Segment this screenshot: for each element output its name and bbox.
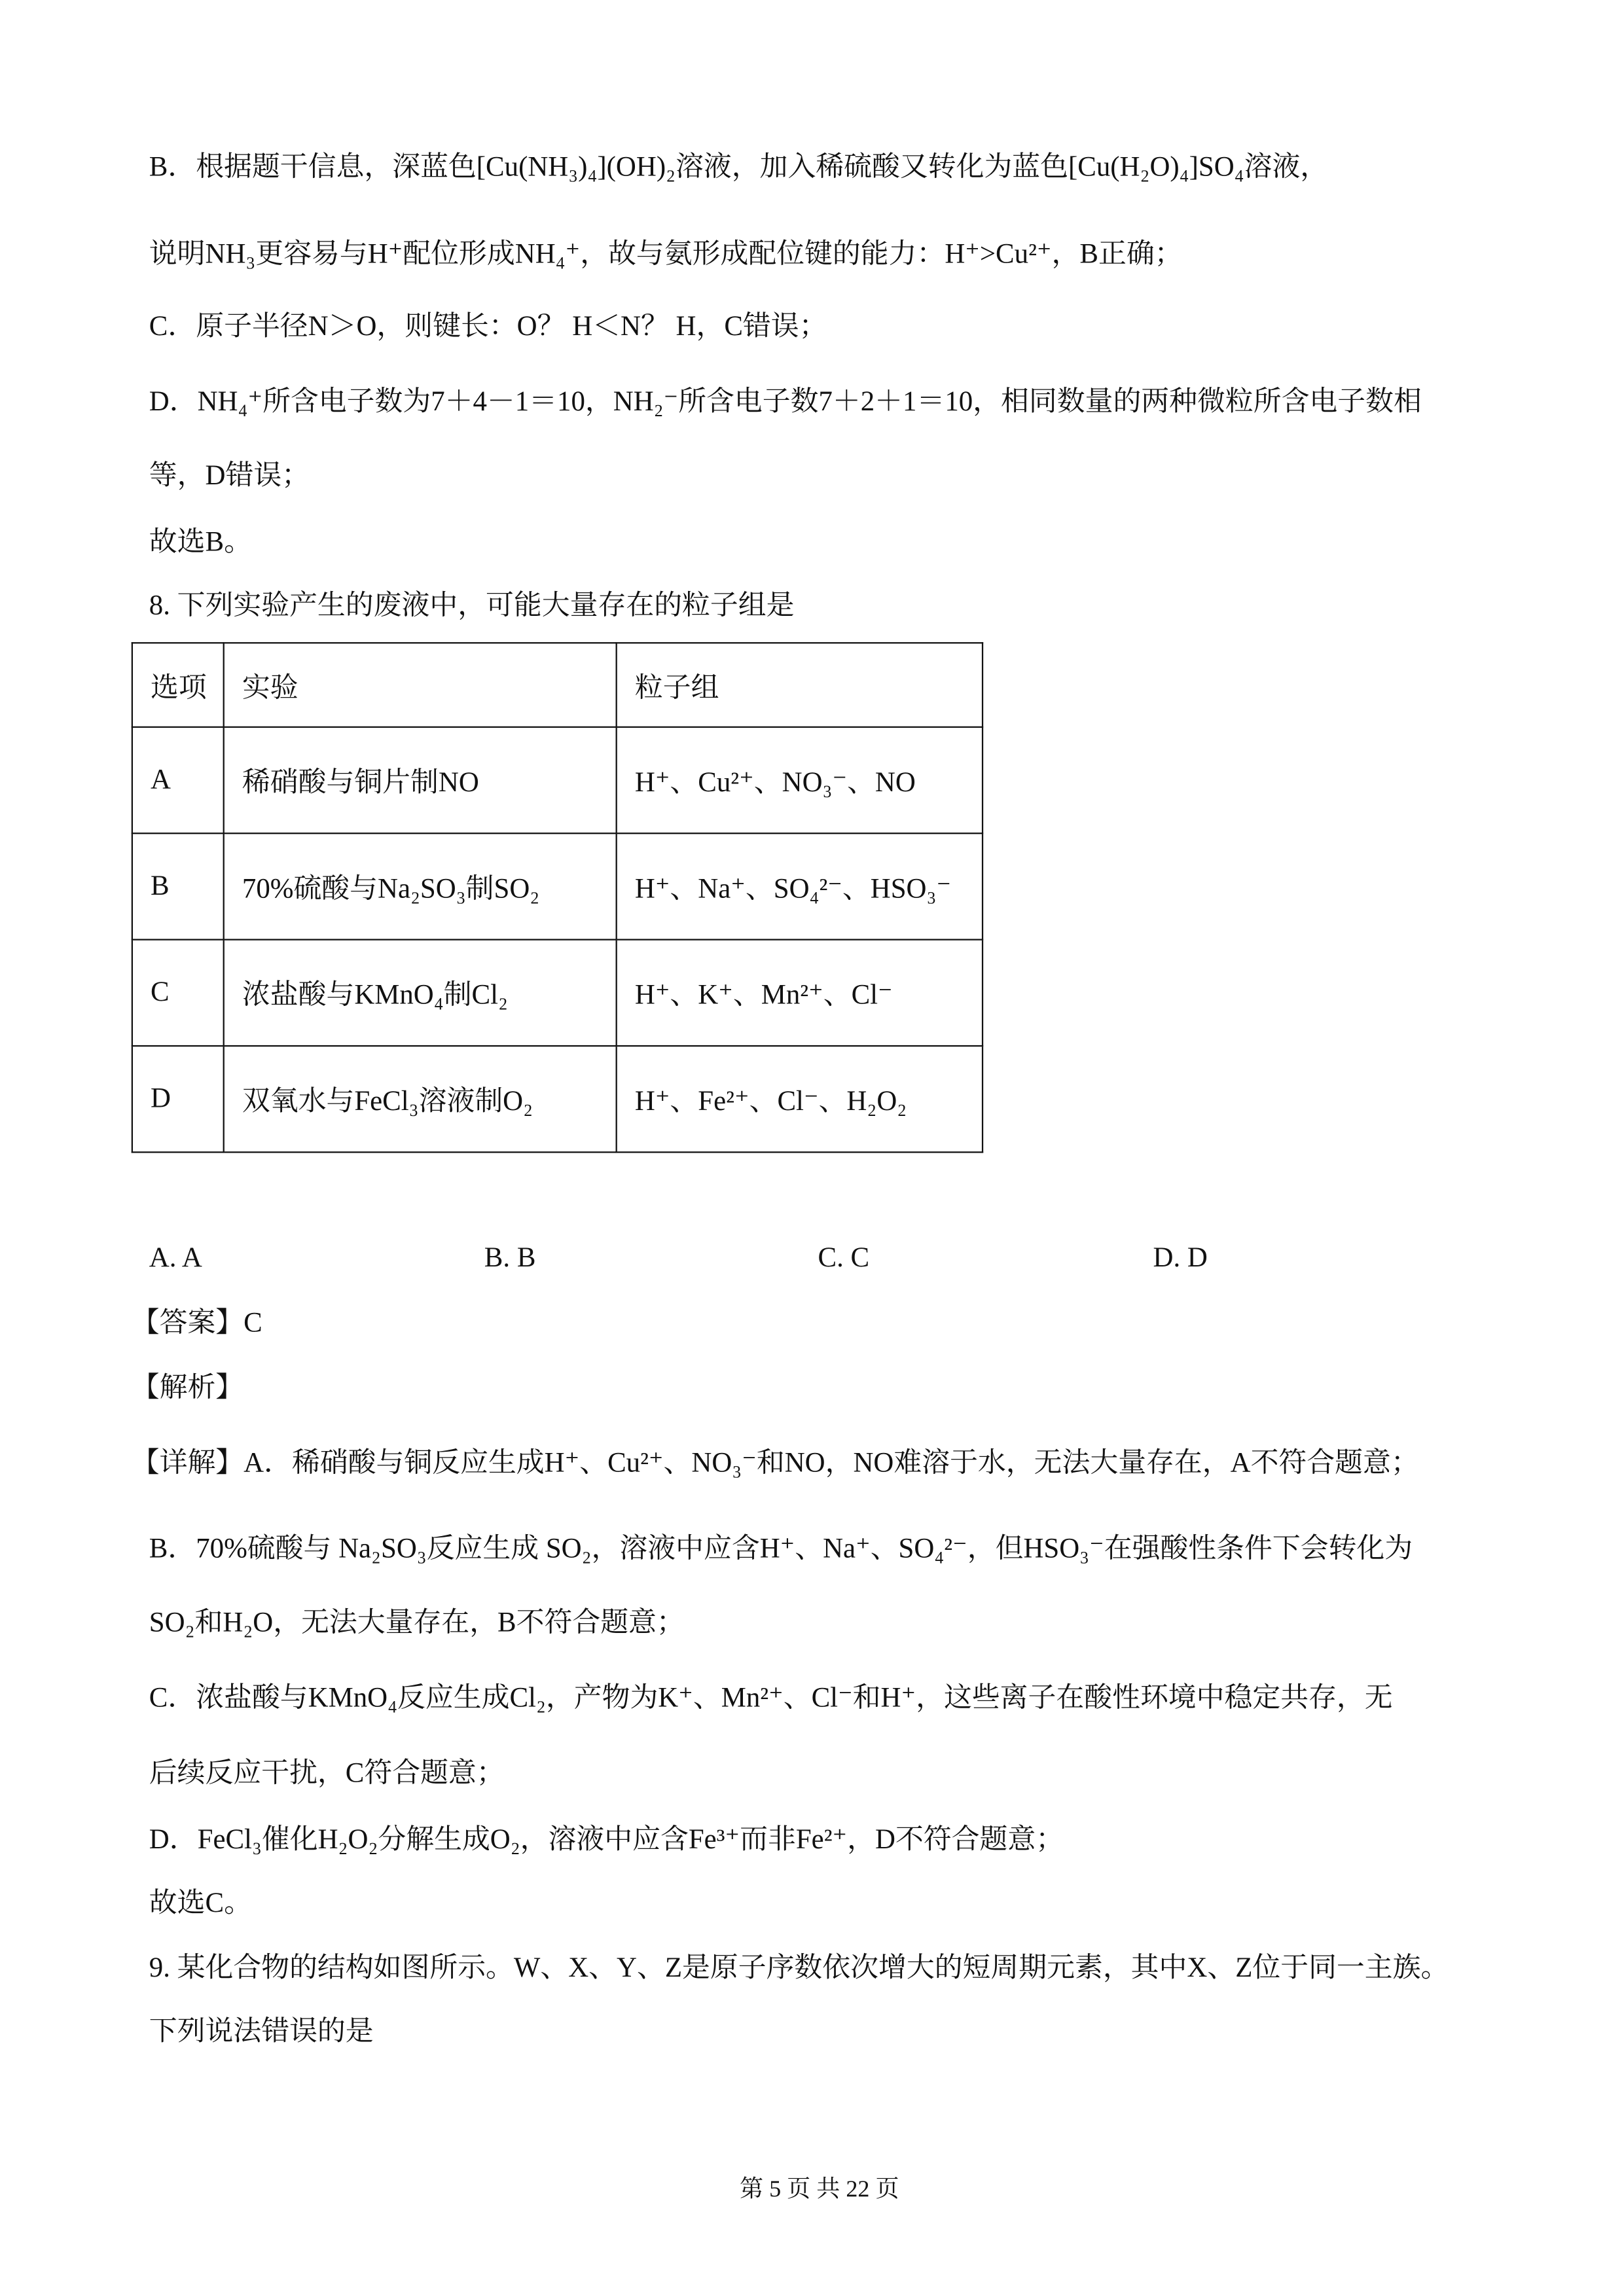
header-cell: 实验 [224, 643, 617, 727]
question-9-stem: 9. 某化合物的结构如图所示。W、X、Y、Z是原子序数依次增大的短周期元素，其中X、Z位于同一主族。 [149, 1953, 1449, 1984]
analysis-heading: 【解析】 [131, 1372, 244, 1404]
table-cell: B [132, 833, 224, 939]
header-cell: 粒子组 [617, 643, 983, 727]
text-line: C．浓盐酸与KMnO₄反应生成Cl₂，产物为K⁺、Mn²⁺、Cl⁻和H⁺，这些离子在酸性环境中稳定共存，无 [149, 1683, 1393, 1714]
table-cell: A [132, 727, 224, 833]
text-line: C．原子半径N＞O，则键长：O？ H＜N？ H，C错误； [149, 311, 827, 343]
experiment-table [132, 642, 983, 1153]
table-cell: H⁺、Fe²⁺、Cl⁻、H₂O₂ [617, 1046, 983, 1152]
page-footer: 第 5 页 共 22 页 [739, 2177, 899, 2203]
text-line: SO₂和H₂O，无法大量存在，B不符合题意； [149, 1607, 685, 1639]
option-c: C. C [818, 1243, 870, 1274]
table-cell: 70%硫酸与Na₂SO₃制SO₂ [224, 833, 617, 939]
table-cell: 双氧水与FeCl₃溶液制O₂ [224, 1046, 617, 1152]
option-b: B. B [484, 1243, 536, 1274]
option-a: A. A [149, 1243, 202, 1274]
text-line: 故选B。 [149, 527, 252, 558]
table-row [132, 727, 983, 833]
question-9-stem-cont: 下列说法错误的是 [149, 2017, 374, 2048]
answer-line: 【答案】C [131, 1308, 262, 1339]
table-cell: C [132, 940, 224, 1046]
detail-line: 【详解】A．稀硝酸与铜反应生成H⁺、Cu²⁺、NO₃⁻和NO，NO难溶于水，无法大量存在，A不符合题意； [131, 1448, 1419, 1480]
table-cell: D [132, 1046, 224, 1152]
table-cell: H⁺、Cu²⁺、NO₃⁻、NO [617, 727, 983, 833]
option-d: D. D [1153, 1243, 1208, 1274]
table-row [132, 833, 983, 939]
text-line: 故选C。 [149, 1888, 252, 1920]
table-cell: 稀硝酸与铜片制NO [224, 727, 617, 833]
text-line: 说明NH₃更容易与H⁺配位形成NH₄⁺，故与氨形成配位键的能力：H⁺>Cu²⁺，B正确； [149, 239, 1183, 270]
question-8-stem: 8. 下列实验产生的废液中，可能大量存在的粒子组是 [149, 590, 795, 622]
text-line: B．70%硫酸与 Na₂SO₃反应生成 SO₂，溶液中应含H⁺、Na⁺、SO₄²⁻，但HSO₃⁻在强酸性条件下会转化为 [149, 1534, 1413, 1565]
table-row [132, 1046, 983, 1152]
text-line: D．FeCl₃催化H₂O₂分解生成O₂，溶液中应含Fe³⁺而非Fe²⁺，D不符合题意； [149, 1824, 1064, 1856]
table-cell: 浓盐酸与KMnO₄制Cl₂ [224, 940, 617, 1046]
table-header-row [132, 643, 983, 727]
table-cell: H⁺、K⁺、Mn²⁺、Cl⁻ [617, 940, 983, 1046]
table-cell: H⁺、Na⁺、SO₄²⁻、HSO₃⁻ [617, 833, 983, 939]
table-row [132, 940, 983, 1046]
text-line: 等，D错误； [149, 460, 310, 492]
header-cell: 选项 [132, 643, 224, 727]
text-line: B．根据题干信息，深蓝色[Cu(NH₃)₄](OH)₂溶液，加入稀硫酸又转化为蓝色[Cu(H₂O)₄]SO₄溶液， [149, 152, 1329, 183]
text-line: D．NH₄⁺所含电子数为7＋4－1＝10，NH₂⁻所含电子数7＋2＋1＝10，相同数量的两种微粒所含电子数相 [149, 386, 1422, 418]
text-line: 后续反应干扰，C符合题意； [149, 1758, 505, 1789]
